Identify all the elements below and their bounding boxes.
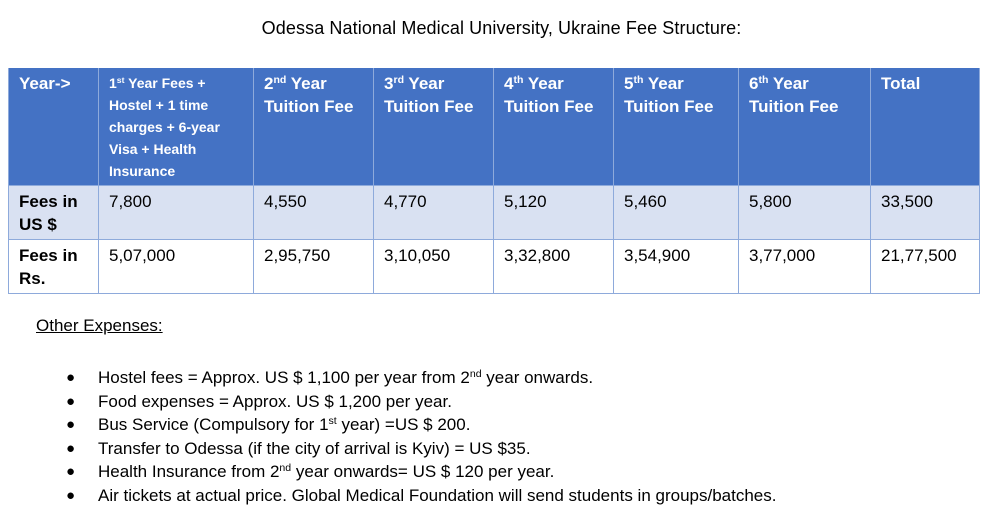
row-label-usd: Fees in US $	[9, 186, 99, 240]
table-cell: 4,550	[254, 186, 374, 240]
list-item: ● Bus Service (Compulsory for 1st year) =US $ 200.	[62, 413, 776, 437]
list-item: ● Transfer to Odessa (if the city of arrival is Kyiv) = US $35.	[62, 437, 776, 461]
bullet-icon: ●	[66, 486, 76, 504]
bullet-icon: ●	[66, 392, 76, 410]
table-cell: 5,460	[614, 186, 739, 240]
fee-table	[8, 68, 980, 294]
table-header-row	[9, 68, 980, 186]
header-total: Total	[871, 68, 980, 186]
table-cell: 5,07,000	[99, 240, 254, 294]
bullet-icon: ●	[66, 439, 76, 457]
list-item: ● Food expenses = Approx. US $ 1,200 per year.	[62, 390, 776, 414]
header-year-2: 2nd Year Tuition Fee	[254, 68, 374, 186]
bullet-icon: ●	[66, 416, 76, 433]
table-cell-total: 21,77,500	[871, 240, 980, 294]
table-cell-total: 33,500	[871, 186, 980, 240]
page-title: Odessa National Medical University, Ukraine Fee Structure:	[261, 18, 742, 38]
row-label-rs: Fees in Rs.	[9, 240, 99, 294]
table-cell: 5,120	[494, 186, 614, 240]
bullet-icon: ●	[66, 369, 76, 386]
header-year: Year->	[9, 68, 99, 186]
table-cell: 3,77,000	[739, 240, 871, 294]
table-cell: 3,10,050	[374, 240, 494, 294]
header-year-4: 4th Year Tuition Fee	[494, 68, 614, 186]
table-cell: 3,32,800	[494, 240, 614, 294]
table-cell: 2,95,750	[254, 240, 374, 294]
table-cell: 7,800	[99, 186, 254, 240]
expenses-list	[62, 366, 776, 507]
header-first-year: 1st Year Fees + Hostel + 1 time charges + 6-year Visa + Health Insurance	[99, 68, 254, 186]
table-row-usd	[9, 186, 980, 240]
bullet-icon: ●	[66, 463, 76, 480]
header-year-5: 5th Year Tuition Fee	[614, 68, 739, 186]
table-cell: 5,800	[739, 186, 871, 240]
list-item: ● Hostel fees = Approx. US $ 1,100 per year from 2nd year onwards.	[62, 366, 776, 390]
table-row-rs	[9, 240, 980, 294]
other-expenses-heading: Other Expenses:	[36, 316, 163, 335]
list-item: ● Air tickets at actual price. Global Medical Foundation will send students in groups/batches.	[62, 484, 776, 508]
header-year-3: 3rd Year Tuition Fee	[374, 68, 494, 186]
list-item: ● Health Insurance from 2nd year onwards= US $ 120 per year.	[62, 460, 776, 484]
table-cell: 4,770	[374, 186, 494, 240]
table-cell: 3,54,900	[614, 240, 739, 294]
header-year-6: 6th Year Tuition Fee	[739, 68, 871, 186]
